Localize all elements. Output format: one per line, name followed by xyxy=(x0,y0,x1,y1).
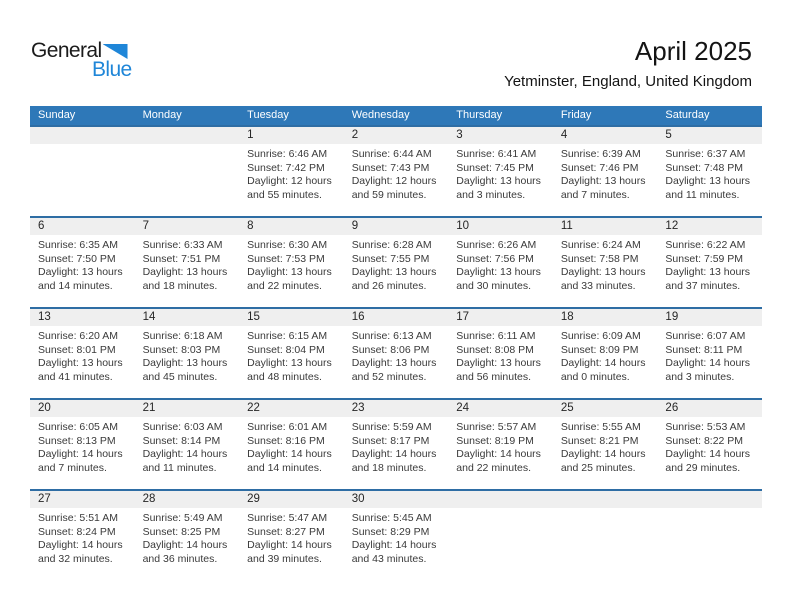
day-detail-line: Sunrise: 6:39 AM xyxy=(560,148,641,160)
day-number: 28 xyxy=(135,491,240,508)
day-detail-line: and 48 minutes. xyxy=(247,370,322,383)
day-detail-line: Sunset: 8:27 PM xyxy=(247,525,325,538)
day-details xyxy=(239,417,344,475)
day-detail-line: Sunrise: 6:13 AM xyxy=(351,330,432,342)
day-number: 17 xyxy=(448,309,553,326)
day-detail-line: Sunset: 8:06 PM xyxy=(351,343,430,356)
day-number: 8 xyxy=(239,218,344,235)
day-detail-line: Sunset: 8:24 PM xyxy=(38,525,116,538)
day-detail-line: Sunset: 7:58 PM xyxy=(560,252,639,265)
day-number: 13 xyxy=(30,309,135,326)
day-cell-6 xyxy=(30,218,135,307)
day-detail-line: and 7 minutes. xyxy=(38,461,107,474)
day-detail-line: and 18 minutes. xyxy=(351,461,427,474)
day-number: 4 xyxy=(553,127,658,144)
day-cell-27 xyxy=(30,491,135,580)
week-row xyxy=(30,489,762,580)
day-detail-line: Daylight: 13 hours xyxy=(456,266,541,278)
day-details xyxy=(344,508,449,566)
day-detail-line: Sunrise: 6:05 AM xyxy=(38,421,118,433)
logo-text-blue: Blue xyxy=(92,58,132,81)
day-detail-line: Sunset: 8:14 PM xyxy=(142,434,221,447)
day-details xyxy=(657,417,762,475)
day-detail-line: Sunrise: 6:46 AM xyxy=(247,148,328,160)
day-detail-line: Daylight: 14 hours xyxy=(351,539,437,551)
day-number: 9 xyxy=(344,218,449,235)
day-detail-line: Daylight: 12 hours xyxy=(247,175,332,187)
day-details xyxy=(135,144,240,148)
day-cell-28 xyxy=(135,491,240,580)
day-details xyxy=(448,417,553,475)
day-cell-30 xyxy=(344,491,449,580)
day-cell-empty xyxy=(448,491,553,580)
day-detail-line: Sunrise: 6:03 AM xyxy=(142,421,223,433)
logo-triangle-icon xyxy=(103,44,128,59)
day-detail-line: Sunset: 7:42 PM xyxy=(247,161,325,174)
day-cell-empty xyxy=(30,127,135,216)
day-detail-line: Daylight: 14 hours xyxy=(247,448,332,460)
day-cell-18 xyxy=(553,309,658,398)
day-cell-23 xyxy=(344,400,449,489)
day-detail-line: Sunset: 7:48 PM xyxy=(665,161,744,174)
day-detail-line: Sunset: 7:51 PM xyxy=(142,252,221,265)
day-details xyxy=(344,326,449,384)
day-detail-line: Sunrise: 5:55 AM xyxy=(560,421,641,433)
day-details xyxy=(344,144,449,202)
day-details xyxy=(135,508,240,566)
day-number: 1 xyxy=(239,127,344,144)
day-detail-line: Sunrise: 6:30 AM xyxy=(247,239,328,251)
day-number: 14 xyxy=(135,309,240,326)
day-number: 23 xyxy=(344,400,449,417)
day-detail-line: Daylight: 13 hours xyxy=(247,266,332,278)
day-detail-line: and 30 minutes. xyxy=(456,279,531,292)
day-detail-line: Daylight: 13 hours xyxy=(560,266,646,278)
day-details xyxy=(239,508,344,566)
day-details xyxy=(448,326,553,384)
day-detail-line: Sunrise: 6:33 AM xyxy=(142,239,223,251)
day-cell-12 xyxy=(657,218,762,307)
day-detail-line: Daylight: 13 hours xyxy=(247,357,332,369)
day-detail-line: Sunrise: 6:44 AM xyxy=(351,148,432,160)
day-details xyxy=(657,235,762,293)
day-details xyxy=(30,508,135,566)
day-detail-line: and 25 minutes. xyxy=(560,461,636,474)
day-detail-line: Sunset: 8:22 PM xyxy=(665,434,744,447)
calendar xyxy=(30,106,762,580)
day-details xyxy=(553,326,658,384)
day-cell-26 xyxy=(657,400,762,489)
day-detail-line: Sunrise: 6:20 AM xyxy=(38,330,118,342)
day-detail-line: Daylight: 14 hours xyxy=(247,539,332,551)
weekday-thursday: Thursday xyxy=(456,109,503,121)
day-detail-line: Daylight: 14 hours xyxy=(142,539,228,551)
day-cell-7 xyxy=(135,218,240,307)
day-cell-11 xyxy=(553,218,658,307)
day-detail-line: and 29 minutes. xyxy=(665,461,741,474)
day-cell-empty xyxy=(553,491,658,580)
day-detail-line: Sunset: 8:21 PM xyxy=(560,434,639,447)
day-detail-line: Sunrise: 5:59 AM xyxy=(351,421,432,433)
day-number xyxy=(135,127,240,144)
day-detail-line: Sunrise: 6:18 AM xyxy=(142,330,223,342)
day-detail-line: Sunrise: 5:49 AM xyxy=(142,512,223,524)
day-cell-21 xyxy=(135,400,240,489)
day-number: 19 xyxy=(657,309,762,326)
day-details xyxy=(30,235,135,293)
day-detail-line: Sunset: 8:13 PM xyxy=(38,434,116,447)
day-details xyxy=(30,144,135,148)
day-details xyxy=(553,235,658,293)
day-detail-line: Sunset: 8:11 PM xyxy=(665,343,743,356)
weekday-header-row xyxy=(30,106,762,125)
day-detail-line: and 11 minutes. xyxy=(142,461,217,474)
week-row xyxy=(30,125,762,216)
day-number: 16 xyxy=(344,309,449,326)
week-row xyxy=(30,307,762,398)
day-detail-line: Sunrise: 5:45 AM xyxy=(351,512,432,524)
day-detail-line: Daylight: 13 hours xyxy=(38,357,123,369)
day-cell-2 xyxy=(344,127,449,216)
day-details xyxy=(553,508,658,512)
day-detail-line: Sunset: 8:29 PM xyxy=(351,525,430,538)
day-detail-line: Daylight: 13 hours xyxy=(456,175,541,187)
day-detail-line: and 45 minutes. xyxy=(142,370,218,383)
day-number: 29 xyxy=(239,491,344,508)
day-detail-line: and 55 minutes. xyxy=(247,188,322,201)
day-detail-line: Sunrise: 6:28 AM xyxy=(351,239,432,251)
day-details xyxy=(239,326,344,384)
day-cell-22 xyxy=(239,400,344,489)
day-number xyxy=(553,491,658,508)
day-detail-line: Daylight: 14 hours xyxy=(456,448,541,460)
day-detail-line: Daylight: 13 hours xyxy=(456,357,541,369)
day-cell-10 xyxy=(448,218,553,307)
day-detail-line: Daylight: 13 hours xyxy=(665,266,751,278)
day-detail-line: Daylight: 13 hours xyxy=(38,266,123,278)
day-detail-line: Sunset: 7:50 PM xyxy=(38,252,116,265)
day-detail-line: Sunrise: 6:24 AM xyxy=(560,239,641,251)
weekday-sunday: Sunday xyxy=(38,109,76,121)
day-detail-line: and 22 minutes. xyxy=(456,461,531,474)
day-details xyxy=(239,144,344,202)
day-detail-line: and 43 minutes. xyxy=(351,552,427,565)
day-detail-line: and 39 minutes. xyxy=(247,552,322,565)
day-detail-line: Daylight: 14 hours xyxy=(142,448,228,460)
day-number: 12 xyxy=(657,218,762,235)
day-detail-line: and 33 minutes. xyxy=(560,279,636,292)
day-number: 24 xyxy=(448,400,553,417)
day-detail-line: Sunset: 8:09 PM xyxy=(560,343,639,356)
day-detail-line: Sunset: 8:04 PM xyxy=(247,343,325,356)
day-detail-line: Sunset: 8:08 PM xyxy=(456,343,534,356)
day-number: 3 xyxy=(448,127,553,144)
day-detail-line: Sunrise: 6:37 AM xyxy=(665,148,746,160)
day-number: 26 xyxy=(657,400,762,417)
day-number xyxy=(30,127,135,144)
week-row xyxy=(30,216,762,307)
day-detail-line: and 37 minutes. xyxy=(665,279,741,292)
weekday-friday: Friday xyxy=(560,109,592,121)
day-detail-line: Sunset: 8:17 PM xyxy=(351,434,430,447)
day-detail-line: Sunset: 8:16 PM xyxy=(247,434,325,447)
day-detail-line: and 32 minutes. xyxy=(38,552,113,565)
day-cell-17 xyxy=(448,309,553,398)
day-detail-line: Sunrise: 5:47 AM xyxy=(247,512,328,524)
day-detail-line: Sunset: 8:19 PM xyxy=(456,434,534,447)
day-detail-line: Daylight: 14 hours xyxy=(351,448,437,460)
day-details xyxy=(448,508,553,512)
day-detail-line: Sunrise: 5:57 AM xyxy=(456,421,537,433)
day-detail-line: Sunrise: 6:41 AM xyxy=(456,148,537,160)
title-block xyxy=(504,36,752,90)
day-detail-line: and 22 minutes. xyxy=(247,279,322,292)
day-detail-line: and 7 minutes. xyxy=(560,188,630,201)
page-title: April 2025 xyxy=(634,36,752,66)
logo-text-general: General xyxy=(31,39,102,62)
day-detail-line: and 14 minutes. xyxy=(247,461,322,474)
day-detail-line: Daylight: 14 hours xyxy=(560,448,646,460)
day-detail-line: Sunrise: 6:35 AM xyxy=(38,239,118,251)
day-detail-line: and 41 minutes. xyxy=(38,370,113,383)
day-detail-line: Daylight: 13 hours xyxy=(142,357,228,369)
day-cell-25 xyxy=(553,400,658,489)
day-number: 11 xyxy=(553,218,658,235)
day-detail-line: Daylight: 14 hours xyxy=(665,357,751,369)
day-number: 15 xyxy=(239,309,344,326)
day-details xyxy=(135,235,240,293)
day-details xyxy=(135,417,240,475)
day-cell-14 xyxy=(135,309,240,398)
day-number: 30 xyxy=(344,491,449,508)
day-number: 22 xyxy=(239,400,344,417)
day-detail-line: and 0 minutes. xyxy=(560,370,630,383)
day-details xyxy=(30,326,135,384)
weekday-wednesday: Wednesday xyxy=(351,109,410,121)
day-detail-line: Sunset: 7:56 PM xyxy=(456,252,534,265)
calendar-weeks xyxy=(30,125,762,580)
day-number: 18 xyxy=(553,309,658,326)
day-number: 7 xyxy=(135,218,240,235)
day-detail-line: Sunrise: 6:11 AM xyxy=(456,330,536,342)
day-details xyxy=(657,326,762,384)
day-details xyxy=(553,417,658,475)
day-number: 2 xyxy=(344,127,449,144)
day-cell-16 xyxy=(344,309,449,398)
day-number: 20 xyxy=(30,400,135,417)
day-detail-line: Daylight: 14 hours xyxy=(38,448,123,460)
day-details xyxy=(30,417,135,475)
day-details xyxy=(448,235,553,293)
day-detail-line: Sunset: 8:01 PM xyxy=(38,343,116,356)
day-detail-line: Sunset: 7:55 PM xyxy=(351,252,430,265)
day-detail-line: Sunset: 7:43 PM xyxy=(351,161,430,174)
day-cell-8 xyxy=(239,218,344,307)
day-details xyxy=(344,417,449,475)
day-number xyxy=(657,491,762,508)
day-detail-line: and 11 minutes. xyxy=(665,188,740,201)
day-detail-line: and 59 minutes. xyxy=(351,188,427,201)
day-details xyxy=(553,144,658,202)
day-detail-line: Sunrise: 6:09 AM xyxy=(560,330,641,342)
day-number: 10 xyxy=(448,218,553,235)
day-details xyxy=(239,235,344,293)
day-detail-line: Sunrise: 6:15 AM xyxy=(247,330,328,342)
day-detail-line: Daylight: 13 hours xyxy=(665,175,751,187)
day-detail-line: and 3 minutes. xyxy=(456,188,526,201)
day-detail-line: Sunrise: 5:53 AM xyxy=(665,421,746,433)
weekday-saturday: Saturday xyxy=(665,109,710,121)
day-cell-13 xyxy=(30,309,135,398)
day-cell-empty xyxy=(135,127,240,216)
day-detail-line: Sunset: 8:03 PM xyxy=(142,343,221,356)
day-cell-5 xyxy=(657,127,762,216)
day-details xyxy=(657,508,762,512)
week-row xyxy=(30,398,762,489)
day-cell-4 xyxy=(553,127,658,216)
day-detail-line: and 26 minutes. xyxy=(351,279,427,292)
day-detail-line: Sunrise: 6:22 AM xyxy=(665,239,746,251)
day-detail-line: and 18 minutes. xyxy=(142,279,218,292)
day-number: 21 xyxy=(135,400,240,417)
day-cell-empty xyxy=(657,491,762,580)
day-cell-24 xyxy=(448,400,553,489)
day-detail-line: and 56 minutes. xyxy=(456,370,531,383)
day-detail-line: Daylight: 13 hours xyxy=(142,266,228,278)
day-cell-29 xyxy=(239,491,344,580)
day-details xyxy=(657,144,762,202)
day-detail-line: Sunrise: 5:51 AM xyxy=(38,512,118,524)
day-cell-15 xyxy=(239,309,344,398)
day-detail-line: Daylight: 13 hours xyxy=(560,175,646,187)
weekday-monday: Monday xyxy=(142,109,182,121)
day-cell-9 xyxy=(344,218,449,307)
day-detail-line: and 3 minutes. xyxy=(665,370,735,383)
day-detail-line: Sunrise: 6:01 AM xyxy=(247,421,328,433)
day-cell-20 xyxy=(30,400,135,489)
day-cell-19 xyxy=(657,309,762,398)
day-detail-line: and 52 minutes. xyxy=(351,370,427,383)
day-cell-1 xyxy=(239,127,344,216)
day-detail-line: Daylight: 14 hours xyxy=(560,357,646,369)
general-blue-logo xyxy=(31,40,161,79)
day-detail-line: Daylight: 12 hours xyxy=(351,175,437,187)
day-number: 25 xyxy=(553,400,658,417)
day-number: 6 xyxy=(30,218,135,235)
day-detail-line: and 14 minutes. xyxy=(38,279,113,292)
day-detail-line: Sunset: 8:25 PM xyxy=(142,525,221,538)
day-detail-line: Sunset: 7:59 PM xyxy=(665,252,744,265)
day-details xyxy=(344,235,449,293)
day-detail-line: Sunrise: 6:07 AM xyxy=(665,330,746,342)
day-number: 27 xyxy=(30,491,135,508)
day-detail-line: Sunset: 7:53 PM xyxy=(247,252,325,265)
day-details xyxy=(135,326,240,384)
day-number: 5 xyxy=(657,127,762,144)
day-number xyxy=(448,491,553,508)
day-detail-line: and 36 minutes. xyxy=(142,552,218,565)
day-detail-line: Daylight: 13 hours xyxy=(351,357,437,369)
day-detail-line: Daylight: 14 hours xyxy=(38,539,123,551)
day-detail-line: Sunrise: 6:26 AM xyxy=(456,239,537,251)
day-detail-line: Sunset: 7:45 PM xyxy=(456,161,534,174)
day-cell-3 xyxy=(448,127,553,216)
day-detail-line: Sunset: 7:46 PM xyxy=(560,161,639,174)
day-detail-line: Daylight: 13 hours xyxy=(351,266,437,278)
day-details xyxy=(448,144,553,202)
day-detail-line: Daylight: 14 hours xyxy=(665,448,751,460)
weekday-tuesday: Tuesday xyxy=(247,109,289,121)
page-subtitle: Yetminster, England, United Kingdom xyxy=(504,73,752,90)
